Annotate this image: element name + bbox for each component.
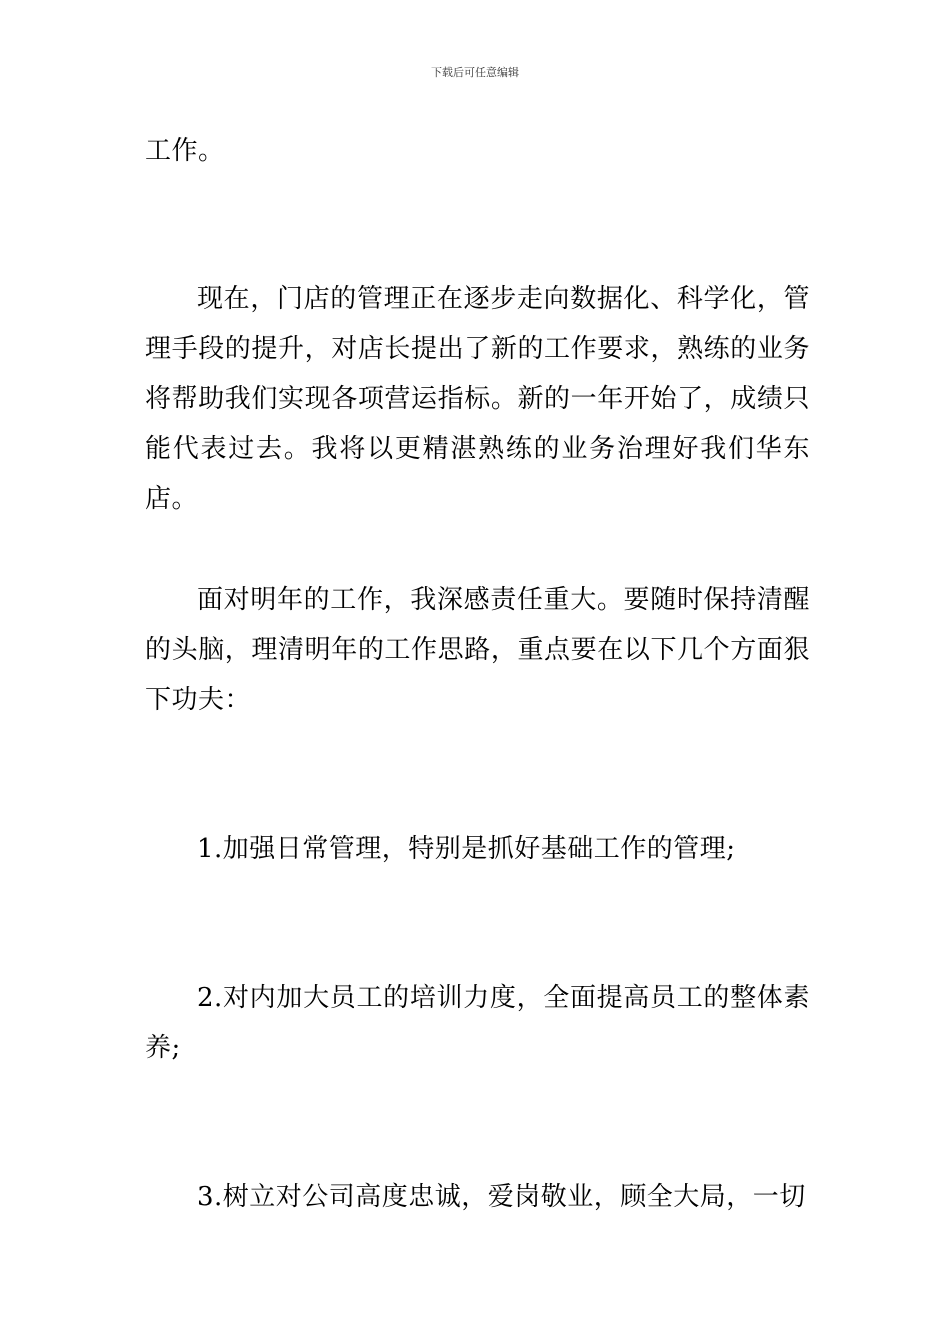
list-item-2: 2.对内加大员工的培训力度，全面提高员工的整体素养; [145,983,810,1063]
list-item-3: 3.树立对公司高度忠诚，爱岗敬业，顾全大局，一切 [197,1182,806,1212]
list-item-1: 1.加强日常管理，特别是抓好基础工作的管理; [197,834,736,864]
paragraph-store-management: 现在，门店的管理正在逐步走向数据化、科学化，管理手段的提升，对店长提出了新的工作要求，熟练的业务将帮助我们实现各项营运指标。新的一年开始了，成绩只能代表过去。我将以更精湛熟练的业务治理好我们华东店。 [145,284,810,514]
paragraph-next-year-plan: 面对明年的工作，我深感责任重大。要随时保持清醒的头脑，理清明年的工作思路，重点要在以下几个方面狠下功夫： [145,585,810,715]
header-note: 下载后可任意编辑 [431,66,519,79]
paragraph-intro-tail: 工作。 [145,136,225,166]
